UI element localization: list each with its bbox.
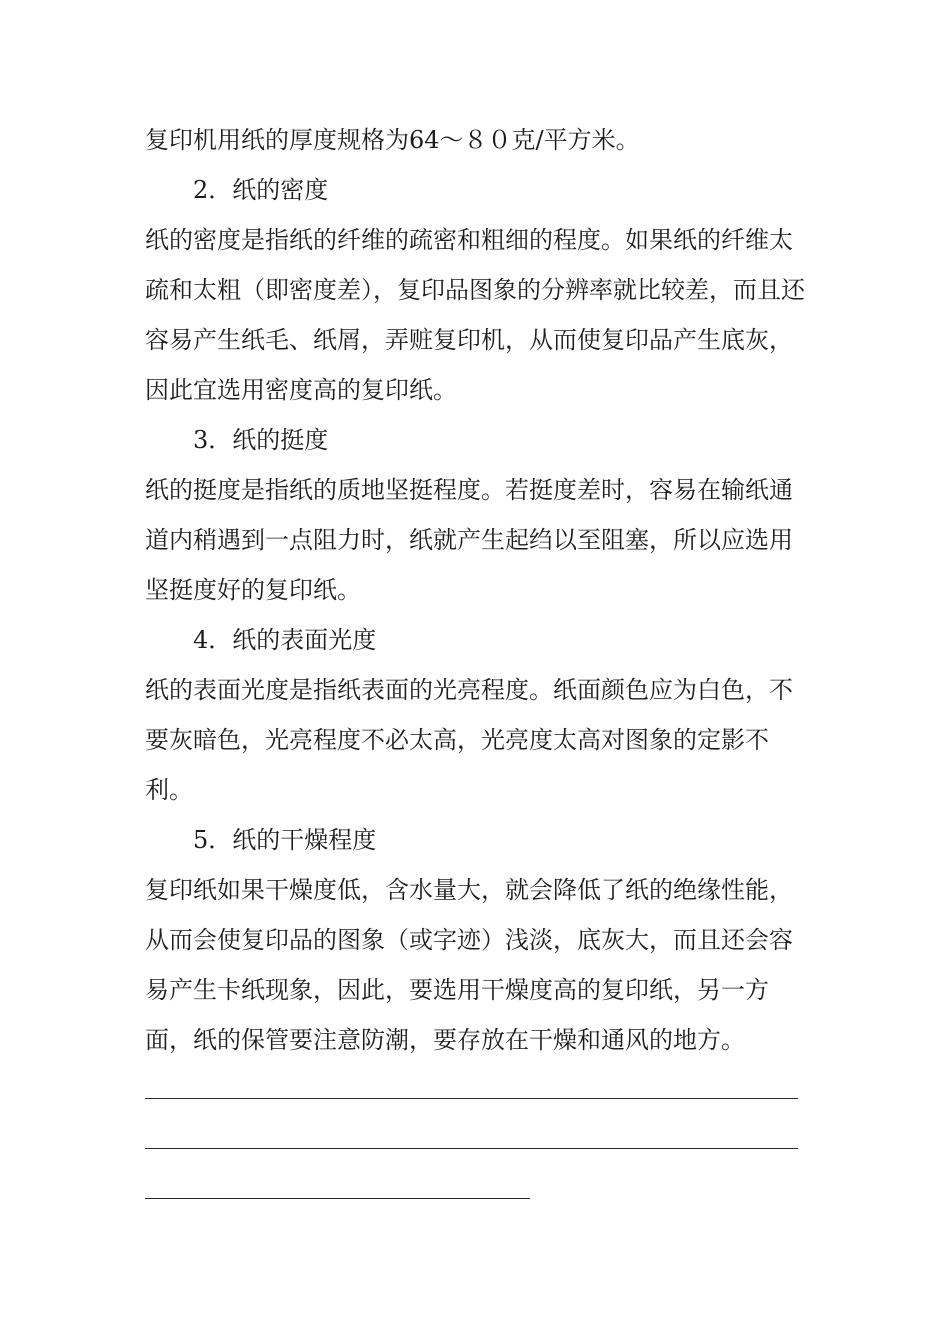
heading-surface-gloss: 4．纸的表面光度 [193, 626, 377, 654]
paragraph-paper-dryness: 复印纸如果干燥度低，含水量大，就会降低了纸的绝缘性能，从而会使复印品的图象（或字迹）浅淡，底灰大，而且还会容易产生卡纸现象，因此，要选用干燥度高的复印纸，另一方面，纸的保管要注意防潮，要存放在干燥和通风的地方。 [145, 876, 793, 1054]
paragraph-paper-stiffness: 纸的挺度是指纸的质地坚挺程度。若挺度差时，容易在输纸通道内稍遇到一点阻力时，纸就产生起绉以至阻塞，所以应选用坚挺度好的复印纸。 [145, 476, 793, 604]
heading-paper-dryness: 5．纸的干燥程度 [193, 826, 377, 854]
heading-paper-stiffness: 3．纸的挺度 [193, 426, 329, 454]
paragraph-surface-gloss: 纸的表面光度是指纸表面的光亮程度。纸面颜色应为白色，不要灰暗色，光亮程度不必太高，光亮度太高对图象的定影不利。 [145, 676, 793, 804]
document-body [145, 115, 810, 1215]
paragraph-paper-density: 纸的密度是指纸的纤维的疏密和粗细的程度。如果纸的纤维太疏和太粗（即密度差），复印品图象的分辨率就比较差，而且还容易产生纸毛、纸屑，弄赃复印机，从而使复印品产生底灰，因此宜选用密度高的复印纸。 [145, 226, 805, 404]
underline-rule [145, 1148, 798, 1149]
blank-line-3 [145, 1165, 810, 1215]
heading-paper-density: 2．纸的密度 [193, 176, 329, 204]
paragraph-paper-thickness: 复印机用纸的厚度规格为64～８０克/平方米。 [145, 126, 640, 154]
blank-line-1 [145, 1065, 810, 1115]
underline-rule [145, 1098, 798, 1099]
blank-line-2 [145, 1115, 810, 1165]
underline-rule [145, 1198, 530, 1199]
